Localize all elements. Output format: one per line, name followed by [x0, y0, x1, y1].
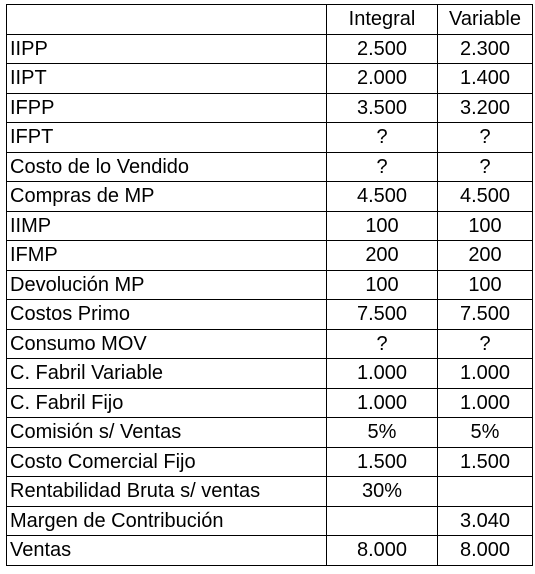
row-label: Rentabilidad Bruta s/ ventas: [7, 477, 327, 507]
row-variable-value: 7.500: [438, 300, 533, 330]
row-variable-value: 3.040: [438, 506, 533, 536]
row-integral-value: 8.000: [327, 536, 438, 566]
table-row: [7, 270, 533, 300]
row-variable-value: 1.500: [438, 447, 533, 477]
row-integral-value: 1.000: [327, 388, 438, 418]
row-label: IIPT: [7, 64, 327, 94]
row-variable-value: 100: [438, 270, 533, 300]
table-row: [7, 329, 533, 359]
row-label: Costo de lo Vendido: [7, 152, 327, 182]
row-label: Costo Comercial Fijo: [7, 447, 327, 477]
row-variable-value: [438, 477, 533, 507]
table-row: [7, 477, 533, 507]
row-label: IFPT: [7, 123, 327, 153]
table-row: [7, 241, 533, 271]
header-integral: Integral: [327, 5, 438, 35]
row-variable-value: 4.500: [438, 182, 533, 212]
row-integral-value: 1.000: [327, 359, 438, 389]
row-integral-value: [327, 506, 438, 536]
row-label: Devolución MP: [7, 270, 327, 300]
header-row: [7, 5, 533, 35]
row-integral-value: 3.500: [327, 93, 438, 123]
table-body: [7, 34, 533, 565]
row-variable-value: 3.200: [438, 93, 533, 123]
row-variable-value: ?: [438, 329, 533, 359]
row-label: C. Fabril Fijo: [7, 388, 327, 418]
table-row: [7, 359, 533, 389]
table-row: [7, 300, 533, 330]
table-row: [7, 211, 533, 241]
header-label-cell: [7, 5, 327, 35]
row-integral-value: 2.500: [327, 34, 438, 64]
header-variable: Variable: [438, 5, 533, 35]
row-integral-value: 100: [327, 270, 438, 300]
row-integral-value: ?: [327, 329, 438, 359]
table-row: [7, 536, 533, 566]
table-row: [7, 418, 533, 448]
row-variable-value: 5%: [438, 418, 533, 448]
row-integral-value: 100: [327, 211, 438, 241]
row-variable-value: 100: [438, 211, 533, 241]
row-integral-value: 30%: [327, 477, 438, 507]
row-integral-value: ?: [327, 152, 438, 182]
row-label: Ventas: [7, 536, 327, 566]
row-label: Compras de MP: [7, 182, 327, 212]
table-row: [7, 152, 533, 182]
row-integral-value: 5%: [327, 418, 438, 448]
row-integral-value: 200: [327, 241, 438, 271]
table-row: [7, 388, 533, 418]
row-integral-value: 1.500: [327, 447, 438, 477]
row-variable-value: 200: [438, 241, 533, 271]
row-label: IIPP: [7, 34, 327, 64]
row-integral-value: 7.500: [327, 300, 438, 330]
table-row: [7, 447, 533, 477]
table-row: [7, 93, 533, 123]
row-integral-value: 4.500: [327, 182, 438, 212]
table-row: [7, 34, 533, 64]
row-label: IIMP: [7, 211, 327, 241]
row-label: Consumo MOV: [7, 329, 327, 359]
row-variable-value: 2.300: [438, 34, 533, 64]
table-row: [7, 506, 533, 536]
table-row: [7, 182, 533, 212]
row-label: Costos Primo: [7, 300, 327, 330]
row-label: IFMP: [7, 241, 327, 271]
row-variable-value: 1.400: [438, 64, 533, 94]
row-variable-value: 8.000: [438, 536, 533, 566]
cost-comparison-table: [6, 4, 533, 566]
row-variable-value: ?: [438, 152, 533, 182]
row-variable-value: 1.000: [438, 388, 533, 418]
row-label: IFPP: [7, 93, 327, 123]
row-integral-value: ?: [327, 123, 438, 153]
row-label: Comisión s/ Ventas: [7, 418, 327, 448]
row-label: C. Fabril Variable: [7, 359, 327, 389]
table-row: [7, 64, 533, 94]
row-variable-value: ?: [438, 123, 533, 153]
table-row: [7, 123, 533, 153]
row-label: Margen de Contribución: [7, 506, 327, 536]
row-integral-value: 2.000: [327, 64, 438, 94]
row-variable-value: 1.000: [438, 359, 533, 389]
